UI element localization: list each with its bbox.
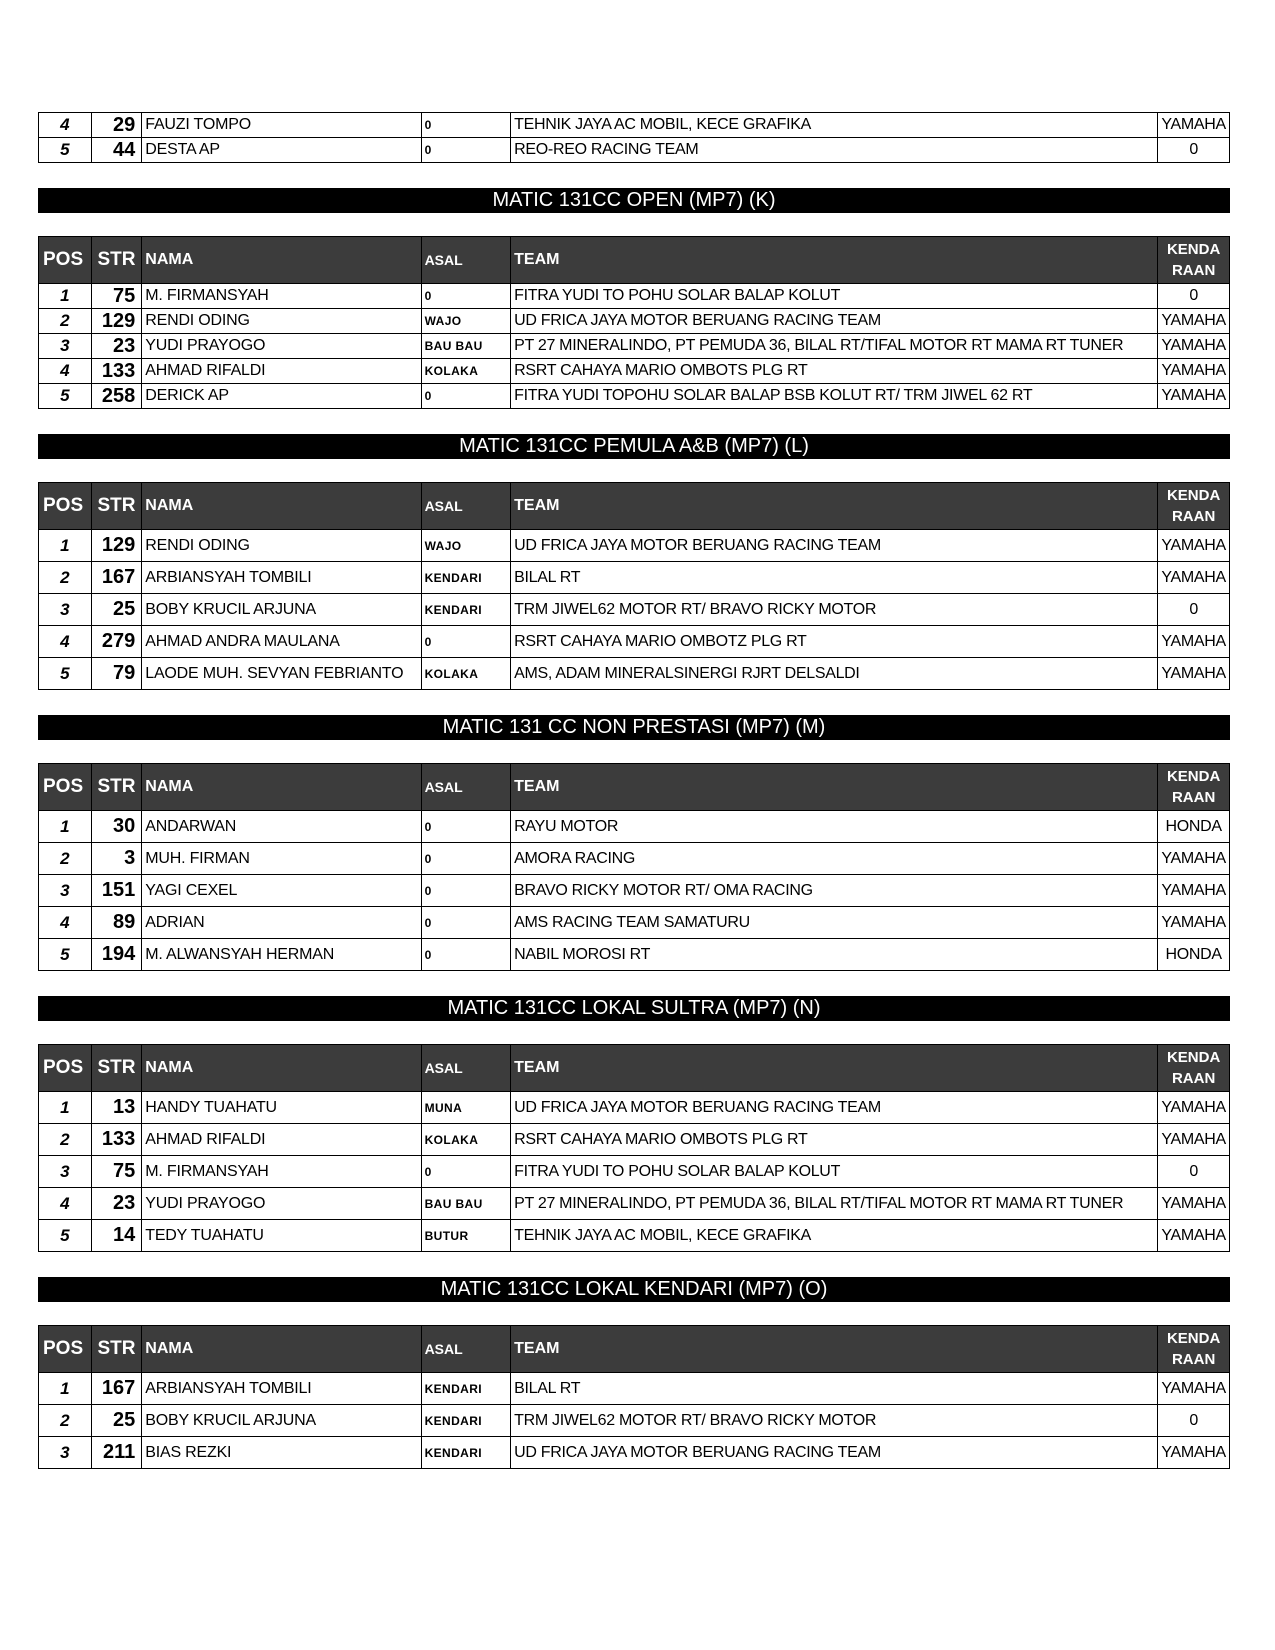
origin-cell: 0 — [421, 626, 511, 658]
origin-cell: 0 — [421, 284, 511, 309]
vehicle-cell: 0 — [1158, 138, 1230, 163]
header-str: STR — [91, 764, 142, 811]
start-number-cell: 44 — [91, 138, 142, 163]
start-number-cell: 167 — [91, 1373, 142, 1405]
vehicle-cell: YAMAHA — [1158, 113, 1230, 138]
class-title-bar: MATIC 131 CC NON PRESTASI (MP7) (M) — [38, 715, 1230, 740]
team-cell: REO-REO RACING TEAM — [511, 138, 1158, 163]
team-cell: UD FRICA JAYA MOTOR BERUANG RACING TEAM — [511, 1092, 1158, 1124]
header-kendaraan — [1158, 483, 1230, 530]
origin-cell: MUNA — [421, 1092, 511, 1124]
origin-cell: 0 — [421, 384, 511, 409]
header-team: TEAM — [511, 237, 1158, 284]
position-cell: 4 — [39, 113, 92, 138]
table-row — [39, 1124, 1230, 1156]
table-row — [39, 939, 1230, 971]
start-number-cell: 194 — [91, 939, 142, 971]
start-number-cell: 14 — [91, 1220, 142, 1252]
origin-cell: KENDARI — [421, 1405, 511, 1437]
rider-name-cell: ADRIAN — [142, 907, 421, 939]
header-pos: POS — [39, 764, 92, 811]
table-row — [39, 1092, 1230, 1124]
rider-name-cell: DERICK AP — [142, 384, 421, 409]
vehicle-cell: YAMAHA — [1158, 1437, 1230, 1469]
header-asal: ASAL — [421, 237, 511, 284]
results-table — [38, 1325, 1230, 1469]
results-table-continued — [38, 112, 1230, 163]
table-row — [39, 626, 1230, 658]
header-kendaraan-line1: KENDA — [1166, 1330, 1221, 1347]
position-cell: 2 — [39, 1124, 92, 1156]
position-cell: 2 — [39, 562, 92, 594]
vehicle-cell: YAMAHA — [1158, 309, 1230, 334]
start-number-cell: 167 — [91, 562, 142, 594]
team-cell: RSRT CAHAYA MARIO OMBOTS PLG RT — [511, 359, 1158, 384]
position-cell: 4 — [39, 359, 92, 384]
position-cell: 5 — [39, 138, 92, 163]
header-kendaraan-line2: RAAN — [1171, 1351, 1216, 1368]
table-row — [39, 530, 1230, 562]
origin-cell: KENDARI — [421, 594, 511, 626]
header-pos: POS — [39, 483, 92, 530]
rider-name-cell: AHMAD RIFALDI — [142, 359, 421, 384]
header-str: STR — [91, 237, 142, 284]
header-asal: ASAL — [421, 764, 511, 811]
header-asal: ASAL — [421, 1326, 511, 1373]
start-number-cell: 129 — [91, 309, 142, 334]
header-pos: POS — [39, 1326, 92, 1373]
header-kendaraan-line2: RAAN — [1171, 1070, 1216, 1087]
vehicle-cell: YAMAHA — [1158, 1124, 1230, 1156]
position-cell: 5 — [39, 939, 92, 971]
header-kendaraan — [1158, 1045, 1230, 1092]
start-number-cell: 151 — [91, 875, 142, 907]
origin-cell: WAJO — [421, 309, 511, 334]
class-title-bar: MATIC 131CC LOKAL KENDARI (MP7) (O) — [38, 1277, 1230, 1302]
rider-name-cell: HANDY TUAHATU — [142, 1092, 421, 1124]
team-cell: UD FRICA JAYA MOTOR BERUANG RACING TEAM — [511, 309, 1158, 334]
vehicle-cell: 0 — [1158, 1405, 1230, 1437]
origin-cell: 0 — [421, 811, 511, 843]
team-cell: TEHNIK JAYA AC MOBIL, KECE GRAFIKA — [511, 1220, 1158, 1252]
table-row — [39, 1188, 1230, 1220]
header-team: TEAM — [511, 764, 1158, 811]
start-number-cell: 25 — [91, 594, 142, 626]
class-title-bar: MATIC 131CC PEMULA A&B (MP7) (L) — [38, 434, 1230, 459]
start-number-cell: 79 — [91, 658, 142, 690]
origin-cell: 0 — [421, 907, 511, 939]
rider-name-cell: TEDY TUAHATU — [142, 1220, 421, 1252]
table-header-row — [39, 483, 1230, 530]
origin-cell: KENDARI — [421, 1373, 511, 1405]
table-row — [39, 843, 1230, 875]
start-number-cell: 211 — [91, 1437, 142, 1469]
team-cell: PT 27 MINERALINDO, PT PEMUDA 36, BILAL RT/TIFAL MOTOR RT MAMA RT TUNER — [511, 1188, 1158, 1220]
rider-name-cell: RENDI ODING — [142, 530, 421, 562]
origin-cell: KENDARI — [421, 562, 511, 594]
rider-name-cell: AHMAD ANDRA MAULANA — [142, 626, 421, 658]
rider-name-cell: YUDI PRAYOGO — [142, 334, 421, 359]
rider-name-cell: DESTA AP — [142, 138, 421, 163]
start-number-cell: 133 — [91, 1124, 142, 1156]
header-str: STR — [91, 1045, 142, 1092]
team-cell: FITRA YUDI TO POHU SOLAR BALAP KOLUT — [511, 284, 1158, 309]
header-kendaraan-line2: RAAN — [1171, 508, 1216, 525]
position-cell: 3 — [39, 1437, 92, 1469]
origin-cell: 0 — [421, 875, 511, 907]
vehicle-cell: YAMAHA — [1158, 843, 1230, 875]
vehicle-cell: HONDA — [1158, 811, 1230, 843]
vehicle-cell: 0 — [1158, 594, 1230, 626]
table-row — [39, 138, 1230, 163]
header-nama: NAMA — [142, 237, 421, 284]
position-cell: 5 — [39, 1220, 92, 1252]
header-pos: POS — [39, 1045, 92, 1092]
start-number-cell: 133 — [91, 359, 142, 384]
team-cell: AMS, ADAM MINERALSINERGI RJRT DELSALDI — [511, 658, 1158, 690]
position-cell: 4 — [39, 1188, 92, 1220]
team-cell: FITRA YUDI TO POHU SOLAR BALAP KOLUT — [511, 1156, 1158, 1188]
vehicle-cell: 0 — [1158, 1156, 1230, 1188]
start-number-cell: 75 — [91, 284, 142, 309]
header-nama: NAMA — [142, 764, 421, 811]
start-number-cell: 75 — [91, 1156, 142, 1188]
origin-cell: WAJO — [421, 530, 511, 562]
table-row — [39, 284, 1230, 309]
position-cell: 3 — [39, 594, 92, 626]
position-cell: 3 — [39, 1156, 92, 1188]
header-kendaraan-line2: RAAN — [1171, 262, 1216, 279]
table-header-row — [39, 1326, 1230, 1373]
rider-name-cell: ARBIANSYAH TOMBILI — [142, 562, 421, 594]
rider-name-cell: BIAS REZKI — [142, 1437, 421, 1469]
table-header-row — [39, 237, 1230, 284]
results-table — [38, 1044, 1230, 1252]
rider-name-cell: MUH. FIRMAN — [142, 843, 421, 875]
start-number-cell: 23 — [91, 334, 142, 359]
start-number-cell: 258 — [91, 384, 142, 409]
table-row — [39, 875, 1230, 907]
origin-cell: 0 — [421, 843, 511, 875]
position-cell: 1 — [39, 811, 92, 843]
start-number-cell: 279 — [91, 626, 142, 658]
header-team: TEAM — [511, 483, 1158, 530]
position-cell: 5 — [39, 658, 92, 690]
header-asal: ASAL — [421, 1045, 511, 1092]
table-header-row — [39, 1045, 1230, 1092]
table-row — [39, 359, 1230, 384]
start-number-cell: 89 — [91, 907, 142, 939]
rider-name-cell: YUDI PRAYOGO — [142, 1188, 421, 1220]
origin-cell: BUTUR — [421, 1220, 511, 1252]
rider-name-cell: M. FIRMANSYAH — [142, 284, 421, 309]
header-nama: NAMA — [142, 1326, 421, 1373]
table-row — [39, 1156, 1230, 1188]
origin-cell: BAU BAU — [421, 1188, 511, 1220]
header-kendaraan-line2: RAAN — [1171, 789, 1216, 806]
table-row — [39, 384, 1230, 409]
header-asal: ASAL — [421, 483, 511, 530]
team-cell: UD FRICA JAYA MOTOR BERUANG RACING TEAM — [511, 530, 1158, 562]
vehicle-cell: YAMAHA — [1158, 875, 1230, 907]
start-number-cell: 3 — [91, 843, 142, 875]
rider-name-cell: ANDARWAN — [142, 811, 421, 843]
position-cell: 4 — [39, 907, 92, 939]
header-kendaraan — [1158, 1326, 1230, 1373]
table-row — [39, 334, 1230, 359]
rider-name-cell: AHMAD RIFALDI — [142, 1124, 421, 1156]
header-kendaraan-line1: KENDA — [1166, 487, 1221, 504]
position-cell: 1 — [39, 1092, 92, 1124]
origin-cell: 0 — [421, 1156, 511, 1188]
origin-cell: KOLAKA — [421, 359, 511, 384]
vehicle-cell: 0 — [1158, 284, 1230, 309]
origin-cell: 0 — [421, 939, 511, 971]
vehicle-cell: YAMAHA — [1158, 530, 1230, 562]
start-number-cell: 129 — [91, 530, 142, 562]
table-row — [39, 1373, 1230, 1405]
position-cell: 3 — [39, 875, 92, 907]
team-cell: BRAVO RICKY MOTOR RT/ OMA RACING — [511, 875, 1158, 907]
header-nama: NAMA — [142, 1045, 421, 1092]
vehicle-cell: YAMAHA — [1158, 626, 1230, 658]
origin-cell: KOLAKA — [421, 658, 511, 690]
table-row — [39, 1405, 1230, 1437]
rider-name-cell: BOBY KRUCIL ARJUNA — [142, 594, 421, 626]
team-cell: RSRT CAHAYA MARIO OMBOTZ PLG RT — [511, 626, 1158, 658]
header-str: STR — [91, 483, 142, 530]
team-cell: RAYU MOTOR — [511, 811, 1158, 843]
team-cell: RSRT CAHAYA MARIO OMBOTS PLG RT — [511, 1124, 1158, 1156]
table-row — [39, 907, 1230, 939]
position-cell: 2 — [39, 1405, 92, 1437]
vehicle-cell: YAMAHA — [1158, 562, 1230, 594]
position-cell: 5 — [39, 384, 92, 409]
rider-name-cell: ARBIANSYAH TOMBILI — [142, 1373, 421, 1405]
team-cell: UD FRICA JAYA MOTOR BERUANG RACING TEAM — [511, 1437, 1158, 1469]
position-cell: 3 — [39, 334, 92, 359]
header-kendaraan-line1: KENDA — [1166, 1049, 1221, 1066]
table-row — [39, 594, 1230, 626]
team-cell: TEHNIK JAYA AC MOBIL, KECE GRAFIKA — [511, 113, 1158, 138]
vehicle-cell: YAMAHA — [1158, 1220, 1230, 1252]
rider-name-cell: BOBY KRUCIL ARJUNA — [142, 1405, 421, 1437]
header-nama: NAMA — [142, 483, 421, 530]
vehicle-cell: YAMAHA — [1158, 658, 1230, 690]
origin-cell: BAU BAU — [421, 334, 511, 359]
team-cell: PT 27 MINERALINDO, PT PEMUDA 36, BILAL RT/TIFAL MOTOR RT MAMA RT TUNER — [511, 334, 1158, 359]
table-row — [39, 811, 1230, 843]
position-cell: 2 — [39, 843, 92, 875]
team-cell: TRM JIWEL62 MOTOR RT/ BRAVO RICKY MOTOR — [511, 1405, 1158, 1437]
table-row — [39, 309, 1230, 334]
results-table — [38, 763, 1230, 971]
position-cell: 1 — [39, 284, 92, 309]
start-number-cell: 30 — [91, 811, 142, 843]
table-row — [39, 658, 1230, 690]
rider-name-cell: LAODE MUH. SEVYAN FEBRIANTO — [142, 658, 421, 690]
position-cell: 1 — [39, 1373, 92, 1405]
header-team: TEAM — [511, 1326, 1158, 1373]
header-pos: POS — [39, 237, 92, 284]
team-cell: AMORA RACING — [511, 843, 1158, 875]
rider-name-cell: M. ALWANSYAH HERMAN — [142, 939, 421, 971]
start-number-cell: 23 — [91, 1188, 142, 1220]
header-kendaraan — [1158, 237, 1230, 284]
start-number-cell: 29 — [91, 113, 142, 138]
table-row — [39, 1437, 1230, 1469]
vehicle-cell: YAMAHA — [1158, 359, 1230, 384]
position-cell: 4 — [39, 626, 92, 658]
rider-name-cell: RENDI ODING — [142, 309, 421, 334]
team-cell: NABIL MOROSI RT — [511, 939, 1158, 971]
team-cell: AMS RACING TEAM SAMATURU — [511, 907, 1158, 939]
vehicle-cell: YAMAHA — [1158, 1092, 1230, 1124]
team-cell: FITRA YUDI TOPOHU SOLAR BALAP BSB KOLUT RT/ TRM JIWEL 62 RT — [511, 384, 1158, 409]
table-row — [39, 113, 1230, 138]
vehicle-cell: YAMAHA — [1158, 907, 1230, 939]
team-cell: BILAL RT — [511, 1373, 1158, 1405]
origin-cell: KENDARI — [421, 1437, 511, 1469]
table-header-row — [39, 764, 1230, 811]
table-row — [39, 562, 1230, 594]
class-title-bar: MATIC 131CC LOKAL SULTRA (MP7) (N) — [38, 996, 1230, 1021]
header-kendaraan-line1: KENDA — [1166, 768, 1221, 785]
position-cell: 1 — [39, 530, 92, 562]
results-table — [38, 482, 1230, 690]
results-table — [38, 236, 1230, 409]
vehicle-cell: YAMAHA — [1158, 1188, 1230, 1220]
team-cell: TRM JIWEL62 MOTOR RT/ BRAVO RICKY MOTOR — [511, 594, 1158, 626]
start-number-cell: 13 — [91, 1092, 142, 1124]
origin-cell: 0 — [421, 113, 511, 138]
header-str: STR — [91, 1326, 142, 1373]
header-team: TEAM — [511, 1045, 1158, 1092]
table-row — [39, 1220, 1230, 1252]
vehicle-cell: YAMAHA — [1158, 1373, 1230, 1405]
vehicle-cell: YAMAHA — [1158, 334, 1230, 359]
rider-name-cell: FAUZI TOMPO — [142, 113, 421, 138]
origin-cell: KOLAKA — [421, 1124, 511, 1156]
class-title-bar: MATIC 131CC OPEN (MP7) (K) — [38, 188, 1230, 213]
position-cell: 2 — [39, 309, 92, 334]
rider-name-cell: M. FIRMANSYAH — [142, 1156, 421, 1188]
results-document — [38, 112, 1230, 1469]
start-number-cell: 25 — [91, 1405, 142, 1437]
rider-name-cell: YAGI CEXEL — [142, 875, 421, 907]
team-cell: BILAL RT — [511, 562, 1158, 594]
origin-cell: 0 — [421, 138, 511, 163]
vehicle-cell: HONDA — [1158, 939, 1230, 971]
vehicle-cell: YAMAHA — [1158, 384, 1230, 409]
header-kendaraan — [1158, 764, 1230, 811]
header-kendaraan-line1: KENDA — [1166, 241, 1221, 258]
